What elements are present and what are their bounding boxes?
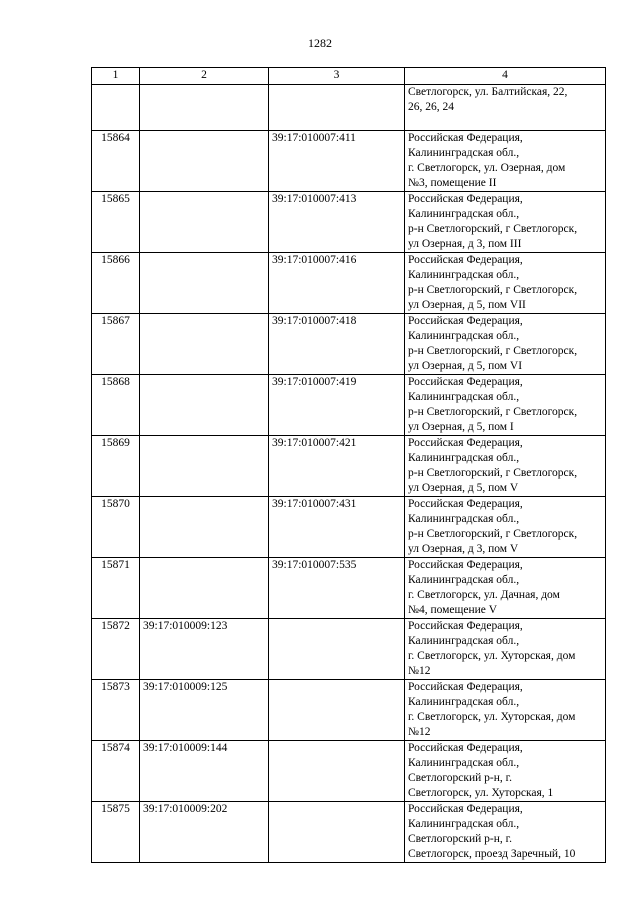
cadastral-number-cell: 39:17:010009:125 [140, 680, 269, 741]
table-row [92, 741, 606, 802]
address-line: ул Озерная, д 3, пом III [408, 238, 522, 250]
address-line: Калининградская обл., [408, 574, 520, 586]
cadastral-number-cell [269, 619, 405, 680]
address-line: Калининградская обл., [408, 818, 520, 830]
row-number-cell: 15869 [92, 436, 140, 497]
address-line: Калининградская обл., [408, 513, 520, 525]
cadastral-number-cell: 39:17:010007:418 [269, 314, 405, 375]
cadastral-number-cell [269, 741, 405, 802]
address-line: Российская Федерация, [408, 742, 523, 754]
address-line: Российская Федерация, [408, 193, 523, 205]
column-header: 1 [92, 68, 140, 85]
address-cell [405, 558, 606, 619]
address-line: Калининградская обл., [408, 635, 520, 647]
address-line: ул Озерная, д 5, пом V [408, 482, 519, 494]
address-cell [405, 802, 606, 863]
address-line: ул Озерная, д 5, пом VI [408, 360, 523, 372]
address-cell [405, 253, 606, 314]
cadastral-number-cell [140, 558, 269, 619]
table-row [92, 680, 606, 741]
row-number-cell: 15868 [92, 375, 140, 436]
address-cell [405, 314, 606, 375]
cadastral-number-cell [140, 314, 269, 375]
table-row [92, 497, 606, 558]
column-header: 2 [140, 68, 269, 85]
table-row [92, 558, 606, 619]
cadastral-number-cell: 39:17:010007:431 [269, 497, 405, 558]
address-line: р-н Светлогорский, г Светлогорск, [408, 406, 578, 418]
address-line: Светлогорск, ул. Балтийская, 22, [408, 86, 568, 98]
column-header: 3 [269, 68, 405, 85]
address-line: р-н Светлогорский, г Светлогорск, [408, 467, 578, 479]
row-number-cell: 15873 [92, 680, 140, 741]
column-header: 4 [405, 68, 606, 85]
cadastral-number-cell: 39:17:010009:123 [140, 619, 269, 680]
cadastral-number-cell: 39:17:010009:202 [140, 802, 269, 863]
address-line: Российская Федерация, [408, 437, 523, 449]
address-cell [405, 619, 606, 680]
row-number-cell: 15865 [92, 192, 140, 253]
table-row [92, 802, 606, 863]
table-header-row [92, 68, 606, 85]
address-line: Калининградская обл., [408, 757, 520, 769]
address-line: ул Озерная, д 5, пом VII [408, 299, 526, 311]
cadastral-number-cell: 39:17:010009:144 [140, 741, 269, 802]
address-line: р-н Светлогорский, г Светлогорск, [408, 223, 578, 235]
address-line: ул Озерная, д 3, пом V [408, 543, 519, 555]
cadastral-number-cell [140, 436, 269, 497]
row-number-cell: 15867 [92, 314, 140, 375]
registry-table [91, 67, 606, 863]
address-line: г. Светлогорск, ул. Озерная, дом [408, 162, 566, 174]
address-line: Калининградская обл., [408, 269, 520, 281]
cadastral-number-cell [140, 497, 269, 558]
address-line: Калининградская обл., [408, 452, 520, 464]
address-line: Светлогорский р-н, г. [408, 833, 512, 845]
cadastral-number-cell: 39:17:010007:411 [269, 131, 405, 192]
address-cell [405, 131, 606, 192]
cadastral-number-cell: 39:17:010007:416 [269, 253, 405, 314]
table-row [92, 314, 606, 375]
cadastral-number-cell: 39:17:010007:535 [269, 558, 405, 619]
address-line: Светлогорский р-н, г. [408, 772, 512, 784]
row-number-cell: 15875 [92, 802, 140, 863]
address-cell [405, 436, 606, 497]
address-line: Светлогорск, проезд Заречный, 10 [408, 848, 576, 860]
table-row [92, 131, 606, 192]
address-line: Калининградская обл., [408, 147, 520, 159]
address-line: Российская Федерация, [408, 254, 523, 266]
address-line: г. Светлогорск, ул. Хуторская, дом [408, 711, 576, 723]
cadastral-number-cell [140, 375, 269, 436]
cadastral-number-cell [269, 680, 405, 741]
address-line: Калининградская обл., [408, 208, 520, 220]
address-line: Калининградская обл., [408, 696, 520, 708]
address-line: Российская Федерация, [408, 803, 523, 815]
continuation-row [92, 85, 606, 131]
address-line: Калининградская обл., [408, 391, 520, 403]
address-line: №3, помещение II [408, 177, 497, 189]
address-line: Российская Федерация, [408, 376, 523, 388]
cadastral-number-cell: 39:17:010007:421 [269, 436, 405, 497]
address-line: р-н Светлогорский, г Светлогорск, [408, 345, 578, 357]
empty-cell [92, 85, 140, 131]
address-line: Светлогорск, ул. Хуторская, 1 [408, 787, 554, 799]
row-number-cell: 15866 [92, 253, 140, 314]
address-line: Калининградская обл., [408, 330, 520, 342]
address-line: №12 [408, 726, 431, 738]
address-line: Российская Федерация, [408, 620, 523, 632]
empty-cell [140, 85, 269, 131]
table-row [92, 436, 606, 497]
address-line: Российская Федерация, [408, 132, 523, 144]
address-line: г. Светлогорск, ул. Хуторская, дом [408, 650, 576, 662]
address-cell [405, 497, 606, 558]
address-line: №12 [408, 665, 431, 677]
address-line: 26, 26, 24 [408, 101, 454, 113]
row-number-cell: 15872 [92, 619, 140, 680]
table-row [92, 375, 606, 436]
address-cell [405, 375, 606, 436]
cadastral-number-cell: 39:17:010007:413 [269, 192, 405, 253]
address-cell [405, 192, 606, 253]
address-line: г. Светлогорск, ул. Дачная, дом [408, 589, 560, 601]
cadastral-number-cell [269, 802, 405, 863]
table-row [92, 253, 606, 314]
row-number-cell: 15874 [92, 741, 140, 802]
row-number-cell: 15864 [92, 131, 140, 192]
address-line: р-н Светлогорский, г Светлогорск, [408, 528, 578, 540]
address-line: Российская Федерация, [408, 559, 523, 571]
address-line: Российская Федерация, [408, 315, 523, 327]
cadastral-number-cell [140, 253, 269, 314]
row-number-cell: 15870 [92, 497, 140, 558]
cadastral-number-cell [140, 131, 269, 192]
address-line: Российская Федерация, [408, 498, 523, 510]
cadastral-number-cell: 39:17:010007:419 [269, 375, 405, 436]
address-cell [405, 85, 606, 131]
row-number-cell: 15871 [92, 558, 140, 619]
page-number: 1282 [308, 36, 332, 50]
table-row [92, 192, 606, 253]
address-line: ул Озерная, д 5, пом I [408, 421, 514, 433]
address-cell [405, 680, 606, 741]
address-line: Российская Федерация, [408, 681, 523, 693]
empty-cell [269, 85, 405, 131]
address-line: р-н Светлогорский, г Светлогорск, [408, 284, 578, 296]
cadastral-number-cell [140, 192, 269, 253]
registry-table-body [92, 68, 606, 863]
table-row [92, 619, 606, 680]
address-cell [405, 741, 606, 802]
address-line: №4, помещение V [408, 604, 498, 616]
